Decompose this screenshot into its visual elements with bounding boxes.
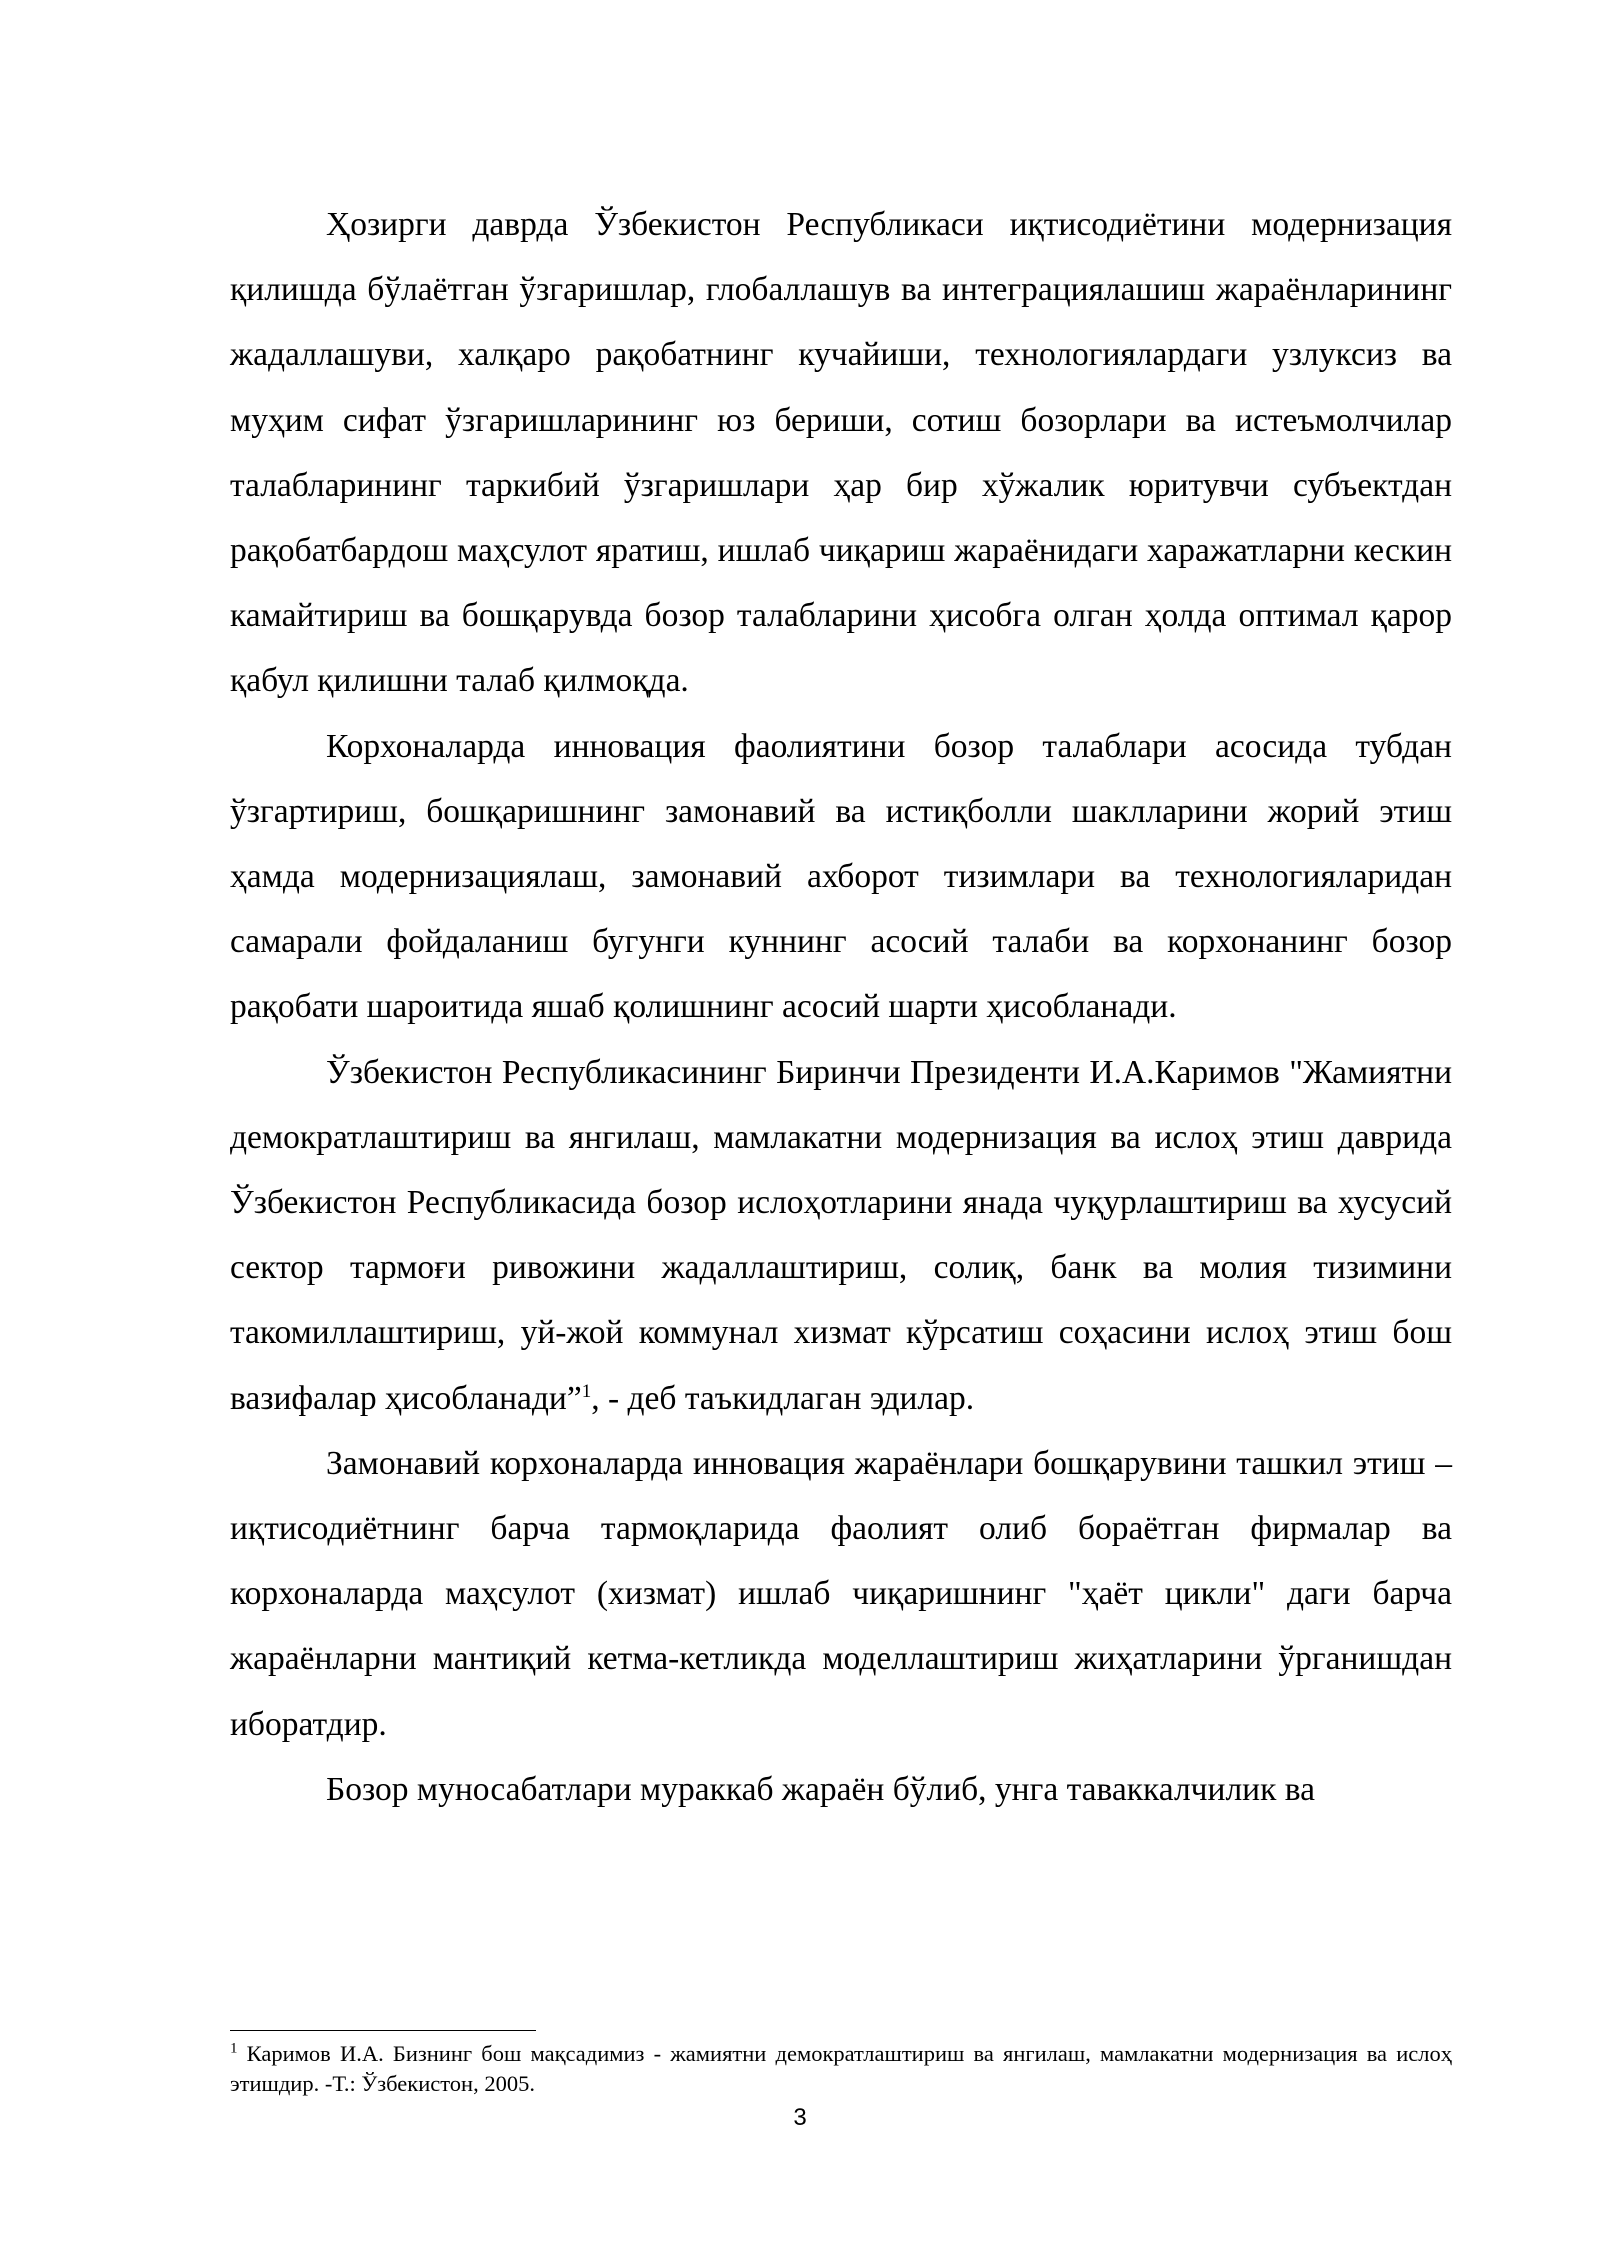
footnote-marker: 1 — [230, 2040, 238, 2057]
paragraph-1: Ҳозирги даврда Ўзбекистон Республикаси иқтисодиётини модернизация қилишда бўлаётган ўзгаришлар, глобаллашув ва интеграциялашиш жараёнларининг жадаллашуви, халқаро рақобатнинг кучайиши, технологиялардаги узлуксиз ва муҳим сифат ўзгаришларининг юз бериши, сотиш бозорлари ва истеъмолчилар талабларининг таркибий ўзгаришлари ҳар бир хўжалик юритувчи субъектдан рақобатбардош маҳсулот яратиш, ишлаб чиқариш жараёнидаги харажатларни кескин камайтириш ва бошқарувда бозор талабларини ҳисобга олган ҳолда оптимал қарор қабул қилишни талаб қилмоқда. — [230, 206, 1452, 700]
quote-text: Ўзбекистон Республикасининг Биринчи Президенти И.А.Каримов "Жамиятни демократлаштириш ва янгилаш, мамлакатни модернизация ва ислоҳ этиш даврида Ўзбекистон Республикасида бозор ислоҳотларини янада чуқурлаштириш ва хусусий сектор тармоғи ривожини жадаллаштириш, солиқ, банк ва молия тизимини такомиллаштириш, уй-жой коммунал хизмат кўрсатиш соҳасини ислоҳ этиш бош вазифалар ҳисобланади” — [230, 1053, 1452, 1417]
footnote — [230, 2039, 1452, 2099]
body-text — [230, 192, 1452, 1822]
paragraph-5: Бозор муносабатлари мураккаб жараён бўлиб, унга таваккалчилик ва — [326, 1770, 1316, 1808]
paragraph-4: Замонавий корхоналарда инновация жараёнлари бошқарувини ташкил этиш – иқтисодиётнинг барча тармоқларида фаолият олиб бораётган фирмалар ва корхоналарда маҳсулот (хизмат) ишлаб чиқаришнинг "ҳаёт цикли" даги барча жараёнларни мантиқий кетма-кетликда моделлаштириш жиҳатларини ўрганишдан иборатдир. — [230, 1444, 1452, 1743]
footnote-separator — [230, 2030, 536, 2031]
footnote-text: Каримов И.А. Бизнинг бош мақсадимиз - жамиятни демократлаштириш ва янгилаш, мамлакатни модернизация ва ислоҳ этишдир. -Т.: Ўзбекистон, 2005. — [230, 2041, 1452, 2096]
page-number: 3 — [793, 2104, 807, 2131]
paragraph-3-quote — [230, 1040, 1452, 1431]
paragraph-2: Корхоналарда инновация фаолиятини бозор талаблари асосида тубдан ўзгартириш, бошқаришнинг замонавий ва истиқболли шаклларини жорий этиш ҳамда модернизациялаш, замонавий ахборот тизимлари ва технологияларидан самарали фойдаланиш бугунги куннинг асосий талаби ва корхонанинг бозор рақобати шароитида яшаб қолишнинг асосий шарти ҳисобланади. — [230, 727, 1452, 1026]
quote-tail: , - деб таъкидлаган эдилар. — [591, 1379, 975, 1417]
footnote-reference[interactable]: 1 — [581, 1380, 592, 1402]
